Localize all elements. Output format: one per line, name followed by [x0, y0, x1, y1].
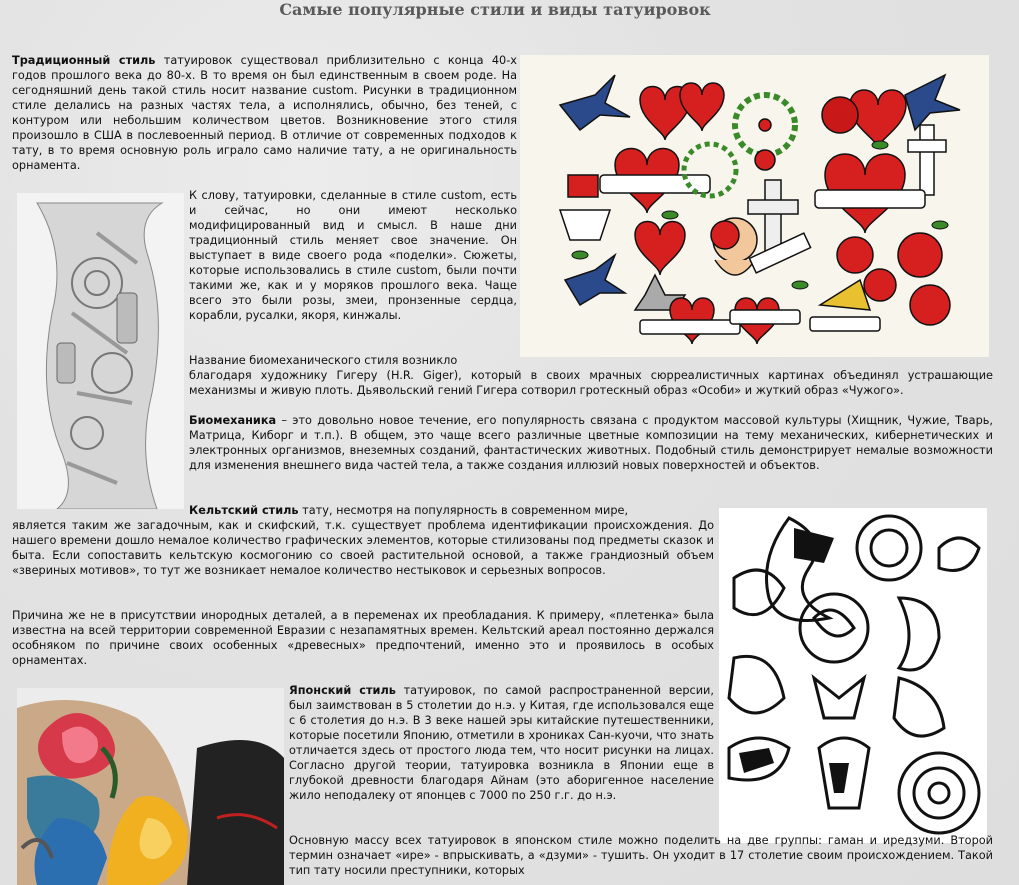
celtic-term: Кельтский стиль	[189, 504, 299, 517]
traditional-text: татуировок существовал приблизительно с конца 40-х годов прошлого века до 80-х. В то время он был единственным в своем роде. На сегодняшний день такой стиль носит название custom. Рисунки в традиционном стиле делались на разных частях тела, а исполнялись, обычно, без теней, с контуром или небольшим количеством цветов. Возникновение этого стиля произошло в США в послевоенный период. В отличие от современных подходов к тату, в то время основную роль играло само наличие тату, а не оригинальность орнамента.	[12, 54, 517, 172]
traditional-term: Традиционный стиль	[12, 54, 156, 67]
japanese-tattoo-image	[17, 688, 284, 885]
biomech-text: – это довольно новое течение, его популярность связана с продуктом массовой культуры (Хищник, Чужие, Тварь, Матрица, Киборг и т.п.). В общем, это чаще всего различные цветные композиции на тему механических, кибернетических и электронных организмов, внеземных созданий, фантастических животных. Подобный стиль демонстрирует немалые возможности для изменения внешнего вида частей тела, а также создания иллюзий новых поверхностей и объектов.	[189, 414, 993, 472]
custom-paragraph: К слову, татуировки, сделанные в стиле custom, есть и сейчас, но они имеют несколько модифицированный вид и смысл. В наше дни традиционный стиль меняет свое значение. Он выступает в виде своего рода «поделки». Сюжеты, которые использовались в стиле custom, были почти такими же, как и у моряков прошлого века. Чаще всего это были розы, змеи, пронзенные сердца, корабли, русалки, якоря, кинжалы.	[189, 189, 517, 322]
biomech-term: Биомеханика	[189, 414, 277, 427]
traditional-paragraph	[12, 53, 517, 173]
biomechanical-tattoo-image	[17, 193, 184, 509]
biomech-paragraph	[189, 413, 993, 473]
celtic-paragraph: является таким же загадочным, как и скифский, т.к. существует проблема идентификации происхождения. До нашего времени дошло немалое количество графических элементов, которые стилизованы под предметы сказок и быта. Если сопоставить кельтскую космогонию со своей растительной основой, а также грандиозный объем «звериных мотивов», то тут же возникает немалое количество нестыковок и серьезных вопросов.	[12, 519, 714, 577]
biomech-origin-line: Название биомеханического стиля возникло	[189, 354, 458, 367]
japanese-second-paragraph: Основную массу всех татуировок в японском стиле можно поделить на две группы: гаман и иредзуми. Второй термин означает «ире» - впрыскивать, а «дзуми» - тушить. Он уходит в 17 столетие своим происхождением. Такой тип тату носили преступники, которых	[289, 834, 993, 877]
japanese-text: татуировок, по самой распространенной версии, был заимствован в 5 столетии до н.э. у Китая, где использовался еще с 6 столетия до н.э. В 3 веке нашей эры китайские путешественники, которые посетили Японию, отметили в хрониках Сан-куочи, что знать отличается здесь от простого люда тем, что носит рисунки на лицах. Согласно другой теории, татуировка возникла в Японии еще в глубокой древности благодаря Айнам (это аборигенное население жило неподалеку от японцев с 7000 по 250 г.г. до н.э.	[289, 684, 714, 802]
page-title: Самые популярные стили и виды татуировок	[279, 0, 711, 19]
celtic-ornaments-image	[719, 508, 987, 843]
japanese-term: Японский стиль	[289, 684, 396, 697]
celtic-line1: тату, несмотря на популярность в современном мире,	[298, 504, 629, 517]
celtic-second-paragraph: Причина же не в присутствии инородных деталей, а в переменах их преобладания. К примеру, «плетенка» была известна на всей территории современной Евразии с незапамятных времен. Кельтский ареал постоянно держался особняком по причине своих особенных «древесных» предпочтений, именно это и проявилось в особых орнаментах.	[12, 609, 714, 667]
japanese-paragraph	[289, 683, 714, 803]
traditional-flash-image	[520, 55, 989, 357]
celtic-first-line	[189, 503, 714, 518]
biomech-origin-paragraph: благодаря художнику Гигеру (H.R. Giger), который в своих мрачных сюрреалистичных картинах объединял устрашающие механизмы и живую плоть. Дьявольский гений Гигера сотворил гротескный образ «Особи» и жуткий образ «Чужого».	[189, 369, 993, 397]
